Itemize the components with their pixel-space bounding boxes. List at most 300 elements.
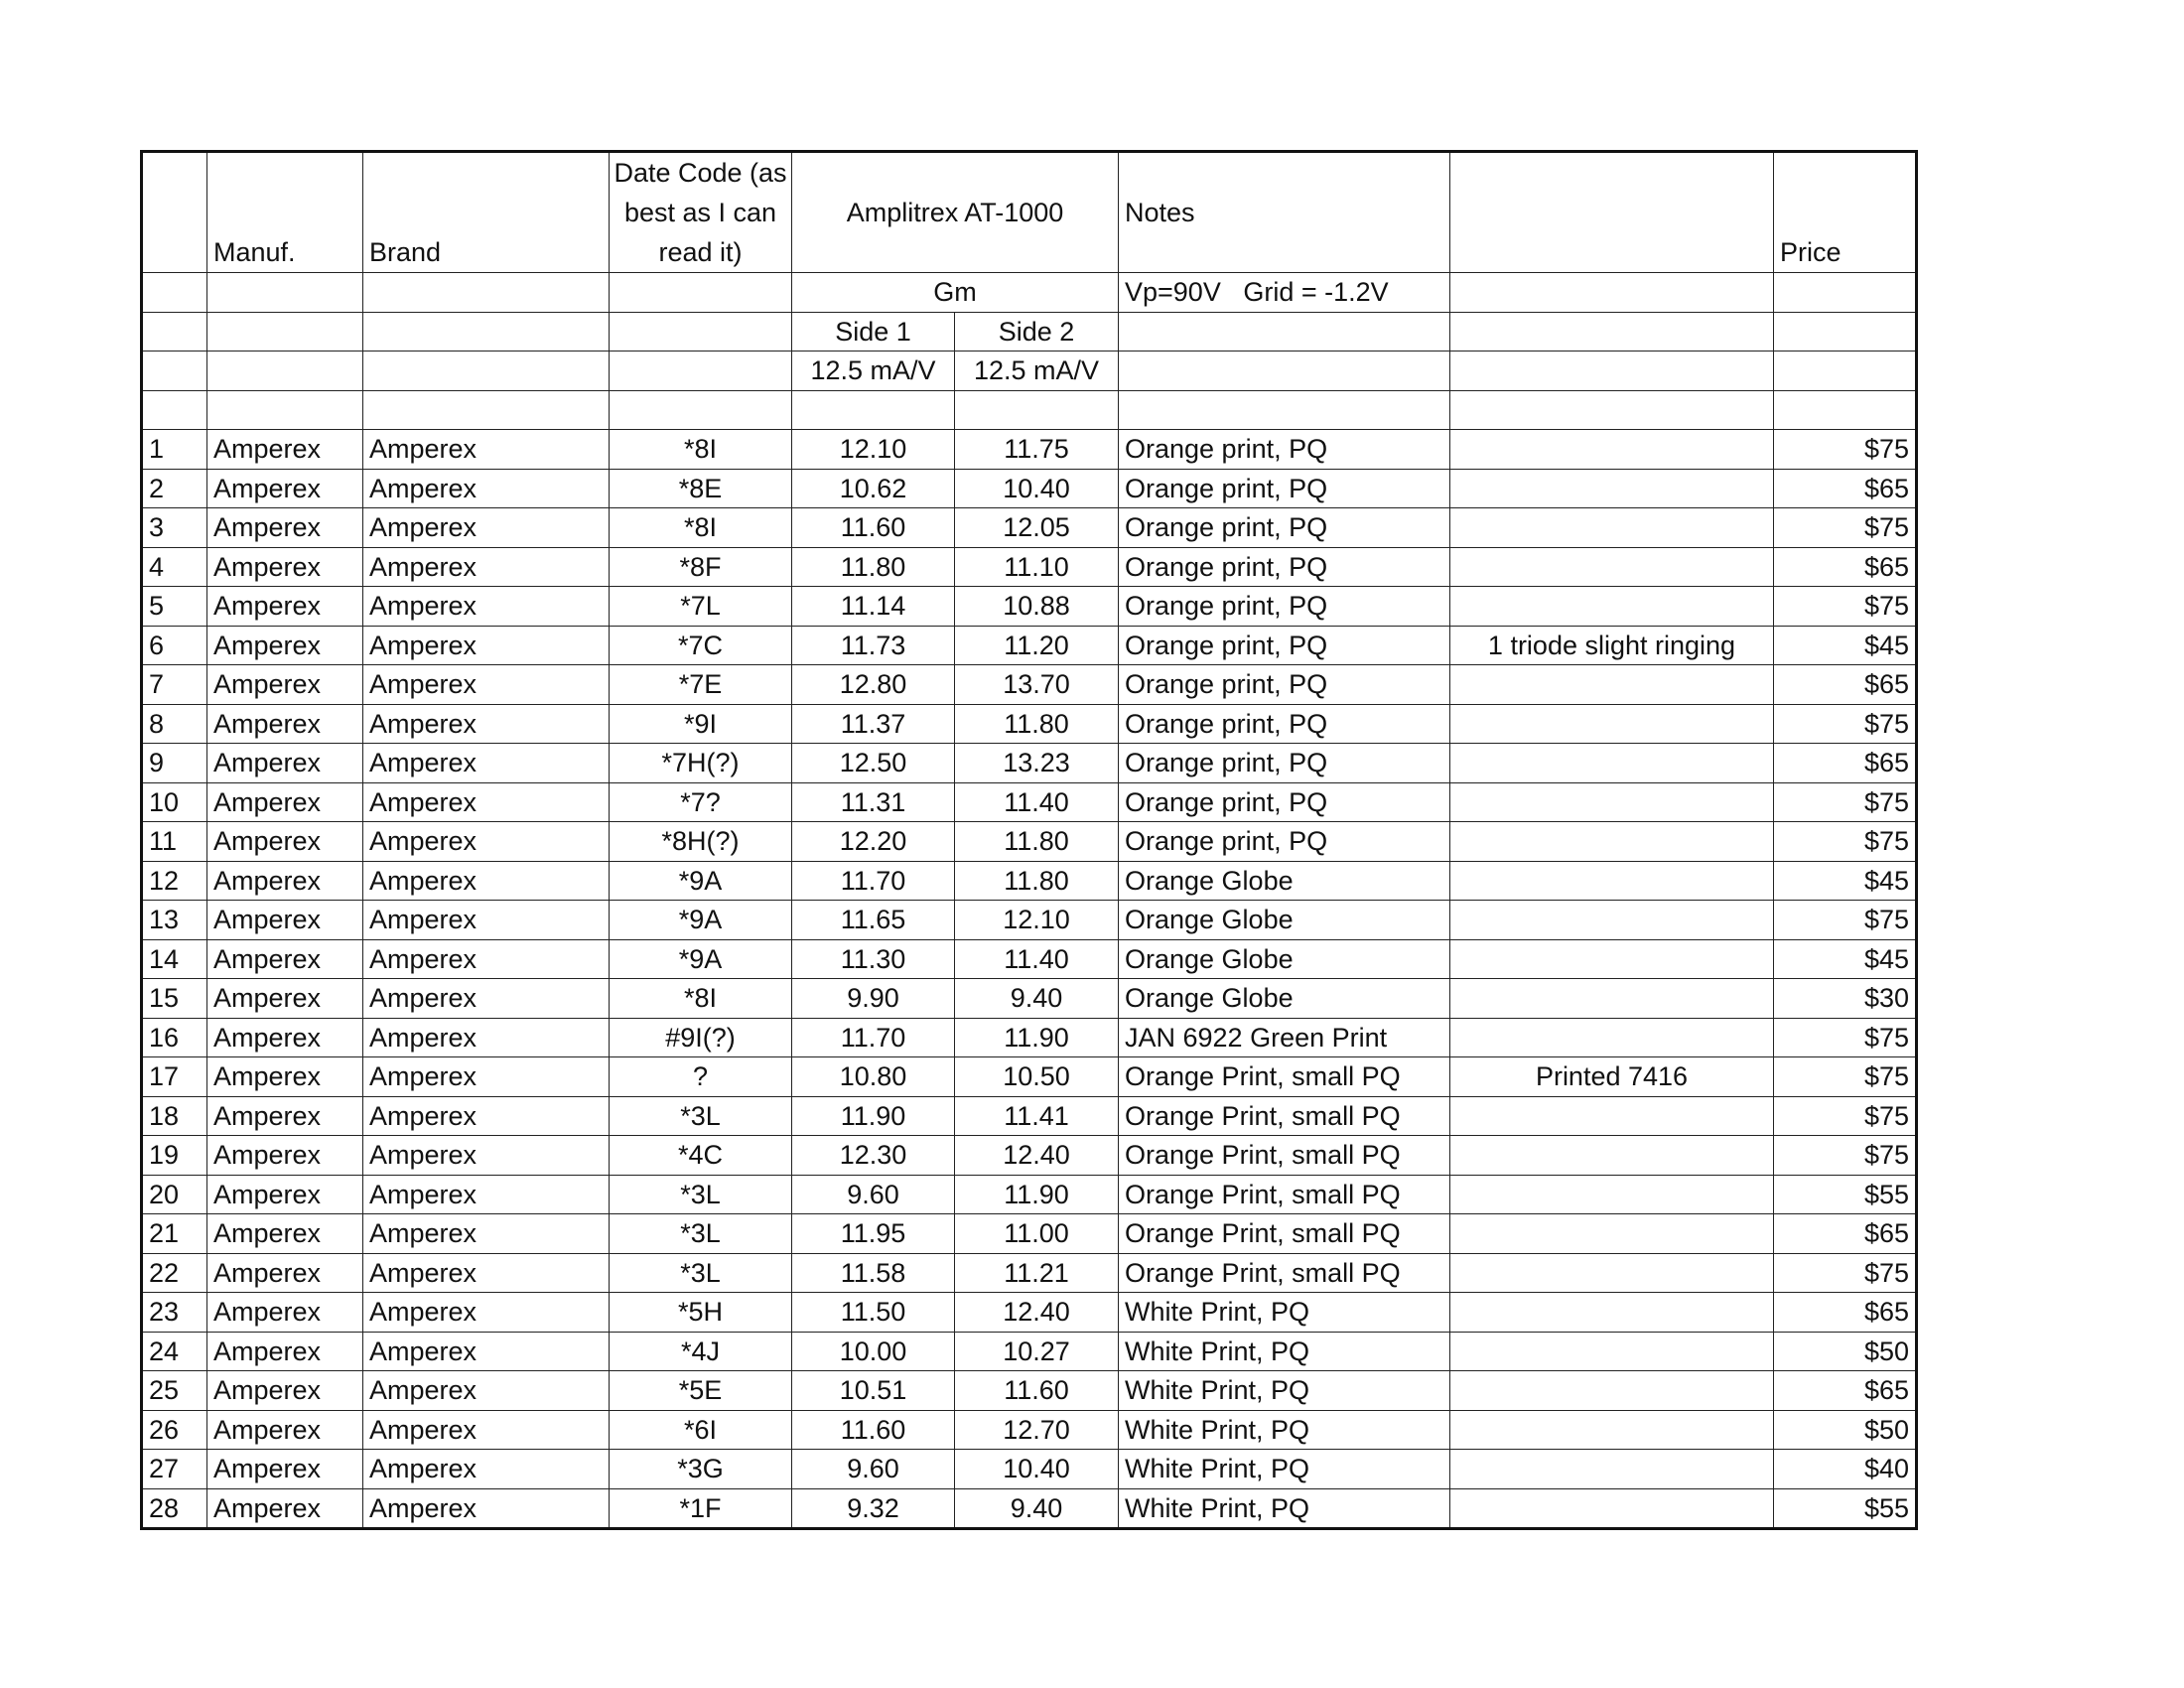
side1-gm-cell: 11.31 (792, 782, 955, 822)
side2-gm-cell: 11.60 (955, 1371, 1119, 1411)
table-row (142, 469, 1917, 508)
notes-cell: Orange print, PQ (1119, 822, 1450, 862)
side1-gm-cell: 12.80 (792, 665, 955, 705)
side1-gm-cell: 11.30 (792, 939, 955, 979)
date-code-cell: *8E (610, 469, 792, 508)
notes-cell: Orange print, PQ (1119, 587, 1450, 627)
manuf-cell: Amperex (207, 1371, 363, 1411)
manuf-cell: Amperex (207, 587, 363, 627)
extra-notes-cell (1450, 1332, 1774, 1371)
side1-gm-cell: 12.30 (792, 1136, 955, 1176)
side2-gm-cell: 12.05 (955, 508, 1119, 548)
header-row (142, 152, 1917, 273)
header-date-code: Date Code (as best as I can read it) (610, 152, 792, 273)
side2-gm-cell: 10.50 (955, 1057, 1119, 1097)
notes-cell: Orange print, PQ (1119, 547, 1450, 587)
brand-cell: Amperex (363, 979, 610, 1019)
subheader-row-gm (142, 273, 1917, 313)
table-row (142, 430, 1917, 470)
brand-cell: Amperex (363, 1488, 610, 1529)
side2-gm-cell: 9.40 (955, 979, 1119, 1019)
notes-cell: Orange Print, small PQ (1119, 1214, 1450, 1254)
extra-notes-cell (1450, 1253, 1774, 1293)
row-num-cell: 3 (142, 508, 207, 548)
side1-gm-cell: 11.95 (792, 1214, 955, 1254)
brand-cell: Amperex (363, 1293, 610, 1333)
brand-cell: Amperex (363, 430, 610, 470)
notes-cell: Orange Print, small PQ (1119, 1175, 1450, 1214)
date-code-cell: *6I (610, 1410, 792, 1450)
extra-notes-cell (1450, 587, 1774, 627)
side2-gm-cell: 13.70 (955, 665, 1119, 705)
table-row (142, 1096, 1917, 1136)
date-code-cell: *3L (610, 1214, 792, 1254)
date-code-cell: *7L (610, 587, 792, 627)
date-code-cell: *7H(?) (610, 744, 792, 783)
side1-gm-cell: 11.70 (792, 1018, 955, 1057)
price-cell: $75 (1774, 1096, 1917, 1136)
date-code-cell: *3L (610, 1175, 792, 1214)
brand-cell: Amperex (363, 665, 610, 705)
table-row (142, 1214, 1917, 1254)
side1-gm-cell: 11.60 (792, 1410, 955, 1450)
side2-gm-cell: 11.90 (955, 1018, 1119, 1057)
manuf-cell: Amperex (207, 626, 363, 665)
price-cell: $75 (1774, 822, 1917, 862)
price-cell: $65 (1774, 547, 1917, 587)
manuf-cell: Amperex (207, 1057, 363, 1097)
side2-gm-cell: 11.10 (955, 547, 1119, 587)
manuf-cell: Amperex (207, 1253, 363, 1293)
side1-gm-cell: 11.60 (792, 508, 955, 548)
notes-cell: Orange Print, small PQ (1119, 1096, 1450, 1136)
table-row (142, 1450, 1917, 1489)
side2-gm-cell: 11.80 (955, 861, 1119, 901)
side1-gm-cell: 11.65 (792, 901, 955, 940)
date-code-cell: *5E (610, 1371, 792, 1411)
date-code-cell: #9I(?) (610, 1018, 792, 1057)
side1-gm-cell: 11.50 (792, 1293, 955, 1333)
price-cell: $55 (1774, 1175, 1917, 1214)
extra-notes-cell: 1 triode slight ringing (1450, 626, 1774, 665)
row-num-cell: 8 (142, 704, 207, 744)
notes-cell: White Print, PQ (1119, 1410, 1450, 1450)
notes-cell: Orange Globe (1119, 861, 1450, 901)
brand-cell: Amperex (363, 1214, 610, 1254)
manuf-cell: Amperex (207, 1018, 363, 1057)
spacer-row (142, 390, 1917, 430)
notes-cell: Orange print, PQ (1119, 704, 1450, 744)
brand-cell: Amperex (363, 861, 610, 901)
manuf-cell: Amperex (207, 901, 363, 940)
table-row (142, 1293, 1917, 1333)
row-num-cell: 11 (142, 822, 207, 862)
price-cell: $40 (1774, 1450, 1917, 1489)
extra-notes-cell (1450, 1293, 1774, 1333)
row-num-cell: 4 (142, 547, 207, 587)
extra-notes-cell (1450, 1410, 1774, 1450)
side1-gm-cell: 9.90 (792, 979, 955, 1019)
manuf-cell: Amperex (207, 939, 363, 979)
subheader-row-spec (142, 352, 1917, 391)
row-num-cell: 12 (142, 861, 207, 901)
extra-notes-cell (1450, 1450, 1774, 1489)
price-cell: $65 (1774, 1371, 1917, 1411)
extra-notes-cell (1450, 744, 1774, 783)
extra-notes-cell (1450, 1096, 1774, 1136)
header-extra-cell (1450, 152, 1774, 273)
row-num-cell: 6 (142, 626, 207, 665)
price-cell: $75 (1774, 901, 1917, 940)
side1-gm-cell: 11.14 (792, 587, 955, 627)
date-code-cell: *8H(?) (610, 822, 792, 862)
row-num-cell: 9 (142, 744, 207, 783)
side2-gm-cell: 11.20 (955, 626, 1119, 665)
header-notes: Notes (1119, 152, 1450, 273)
brand-cell: Amperex (363, 822, 610, 862)
row-num-cell: 21 (142, 1214, 207, 1254)
extra-notes-cell (1450, 1018, 1774, 1057)
notes-cell: White Print, PQ (1119, 1293, 1450, 1333)
header-num-cell (142, 152, 207, 273)
price-cell: $75 (1774, 1057, 1917, 1097)
table-row (142, 1253, 1917, 1293)
price-cell: $50 (1774, 1410, 1917, 1450)
price-cell: $45 (1774, 861, 1917, 901)
extra-notes-cell (1450, 1175, 1774, 1214)
subheader-side1-spec: 12.5 mA/V (792, 352, 955, 391)
price-cell: $75 (1774, 704, 1917, 744)
row-num-cell: 16 (142, 1018, 207, 1057)
brand-cell: Amperex (363, 508, 610, 548)
table-row (142, 704, 1917, 744)
header-tester: Amplitrex AT-1000 (792, 152, 1119, 273)
header-manuf: Manuf. (207, 152, 363, 273)
table-row (142, 861, 1917, 901)
subheader-side2-spec: 12.5 mA/V (955, 352, 1119, 391)
date-code-cell: *3L (610, 1253, 792, 1293)
extra-notes-cell (1450, 704, 1774, 744)
brand-cell: Amperex (363, 1136, 610, 1176)
subheader-conditions: Vp=90V Grid = -1.2V (1119, 273, 1450, 313)
date-code-cell: *8F (610, 547, 792, 587)
subheader-side1: Side 1 (792, 312, 955, 352)
extra-notes-cell (1450, 1136, 1774, 1176)
side2-gm-cell: 11.80 (955, 822, 1119, 862)
table-row (142, 626, 1917, 665)
manuf-cell: Amperex (207, 1488, 363, 1529)
date-code-cell: *7C (610, 626, 792, 665)
side2-gm-cell: 12.40 (955, 1136, 1119, 1176)
brand-cell: Amperex (363, 626, 610, 665)
date-code-cell: ? (610, 1057, 792, 1097)
table-row (142, 979, 1917, 1019)
side1-gm-cell: 12.20 (792, 822, 955, 862)
row-num-cell: 7 (142, 665, 207, 705)
extra-notes-cell (1450, 547, 1774, 587)
manuf-cell: Amperex (207, 1450, 363, 1489)
side2-gm-cell: 11.90 (955, 1175, 1119, 1214)
manuf-cell: Amperex (207, 861, 363, 901)
side1-gm-cell: 11.80 (792, 547, 955, 587)
notes-cell: JAN 6922 Green Print (1119, 1018, 1450, 1057)
extra-notes-cell (1450, 508, 1774, 548)
notes-cell: Orange print, PQ (1119, 782, 1450, 822)
extra-notes-cell (1450, 979, 1774, 1019)
manuf-cell: Amperex (207, 1332, 363, 1371)
brand-cell: Amperex (363, 939, 610, 979)
manuf-cell: Amperex (207, 704, 363, 744)
extra-notes-cell (1450, 469, 1774, 508)
side2-gm-cell: 11.00 (955, 1214, 1119, 1254)
date-code-cell: *4J (610, 1332, 792, 1371)
header-price: Price (1774, 152, 1917, 273)
manuf-cell: Amperex (207, 979, 363, 1019)
side2-gm-cell: 10.40 (955, 469, 1119, 508)
table-row (142, 547, 1917, 587)
brand-cell: Amperex (363, 1096, 610, 1136)
side2-gm-cell: 11.41 (955, 1096, 1119, 1136)
table-row (142, 939, 1917, 979)
side2-gm-cell: 10.40 (955, 1450, 1119, 1489)
side1-gm-cell: 12.50 (792, 744, 955, 783)
notes-cell: Orange Globe (1119, 939, 1450, 979)
side2-gm-cell: 11.75 (955, 430, 1119, 470)
row-num-cell: 19 (142, 1136, 207, 1176)
date-code-cell: *9A (610, 939, 792, 979)
manuf-cell: Amperex (207, 1175, 363, 1214)
side2-gm-cell: 10.88 (955, 587, 1119, 627)
price-cell: $75 (1774, 430, 1917, 470)
date-code-cell: *4C (610, 1136, 792, 1176)
row-num-cell: 23 (142, 1293, 207, 1333)
brand-cell: Amperex (363, 469, 610, 508)
notes-cell: Orange print, PQ (1119, 430, 1450, 470)
extra-notes-cell (1450, 822, 1774, 862)
price-cell: $75 (1774, 1253, 1917, 1293)
subheader-side2: Side 2 (955, 312, 1119, 352)
side1-gm-cell: 11.70 (792, 861, 955, 901)
side1-gm-cell: 9.32 (792, 1488, 955, 1529)
row-num-cell: 24 (142, 1332, 207, 1371)
side1-gm-cell: 9.60 (792, 1175, 955, 1214)
row-num-cell: 28 (142, 1488, 207, 1529)
brand-cell: Amperex (363, 1018, 610, 1057)
brand-cell: Amperex (363, 1057, 610, 1097)
notes-cell: Orange print, PQ (1119, 744, 1450, 783)
brand-cell: Amperex (363, 704, 610, 744)
notes-cell: White Print, PQ (1119, 1488, 1450, 1529)
side2-gm-cell: 13.23 (955, 744, 1119, 783)
row-num-cell: 18 (142, 1096, 207, 1136)
subheader-row-sides (142, 312, 1917, 352)
price-cell: $50 (1774, 1332, 1917, 1371)
manuf-cell: Amperex (207, 822, 363, 862)
table-row (142, 1332, 1917, 1371)
table-row (142, 587, 1917, 627)
extra-notes-cell (1450, 665, 1774, 705)
brand-cell: Amperex (363, 587, 610, 627)
table-row (142, 1371, 1917, 1411)
tube-inventory-table (140, 150, 1918, 1530)
side1-gm-cell: 11.58 (792, 1253, 955, 1293)
notes-cell: White Print, PQ (1119, 1450, 1450, 1489)
date-code-cell: *9I (610, 704, 792, 744)
table-row (142, 665, 1917, 705)
price-cell: $75 (1774, 508, 1917, 548)
date-code-cell: *1F (610, 1488, 792, 1529)
price-cell: $75 (1774, 1018, 1917, 1057)
side2-gm-cell: 11.40 (955, 939, 1119, 979)
extra-notes-cell (1450, 1214, 1774, 1254)
table-row (142, 1057, 1917, 1097)
table-row (142, 1175, 1917, 1214)
price-cell: $75 (1774, 782, 1917, 822)
date-code-cell: *9A (610, 861, 792, 901)
side1-gm-cell: 11.90 (792, 1096, 955, 1136)
table-row (142, 1488, 1917, 1529)
date-code-cell: *7E (610, 665, 792, 705)
extra-notes-cell (1450, 861, 1774, 901)
row-num-cell: 26 (142, 1410, 207, 1450)
brand-cell: Amperex (363, 1371, 610, 1411)
side1-gm-cell: 11.37 (792, 704, 955, 744)
table-row (142, 901, 1917, 940)
brand-cell: Amperex (363, 1450, 610, 1489)
row-num-cell: 17 (142, 1057, 207, 1097)
price-cell: $65 (1774, 1293, 1917, 1333)
extra-notes-cell (1450, 430, 1774, 470)
side1-gm-cell: 10.62 (792, 469, 955, 508)
side1-gm-cell: 9.60 (792, 1450, 955, 1489)
extra-notes-cell: Printed 7416 (1450, 1057, 1774, 1097)
row-num-cell: 5 (142, 587, 207, 627)
side1-gm-cell: 12.10 (792, 430, 955, 470)
row-num-cell: 10 (142, 782, 207, 822)
table-row (142, 1410, 1917, 1450)
side2-gm-cell: 11.40 (955, 782, 1119, 822)
extra-notes-cell (1450, 1488, 1774, 1529)
notes-cell: Orange print, PQ (1119, 665, 1450, 705)
notes-cell: Orange Globe (1119, 979, 1450, 1019)
table-row (142, 822, 1917, 862)
brand-cell: Amperex (363, 1253, 610, 1293)
price-cell: $75 (1774, 587, 1917, 627)
table-row (142, 782, 1917, 822)
manuf-cell: Amperex (207, 1410, 363, 1450)
notes-cell: White Print, PQ (1119, 1371, 1450, 1411)
notes-cell: White Print, PQ (1119, 1332, 1450, 1371)
brand-cell: Amperex (363, 744, 610, 783)
manuf-cell: Amperex (207, 1293, 363, 1333)
price-cell: $30 (1774, 979, 1917, 1019)
row-num-cell: 13 (142, 901, 207, 940)
date-code-cell: *8I (610, 430, 792, 470)
notes-cell: Orange Print, small PQ (1119, 1136, 1450, 1176)
brand-cell: Amperex (363, 901, 610, 940)
row-num-cell: 27 (142, 1450, 207, 1489)
row-num-cell: 22 (142, 1253, 207, 1293)
side1-gm-cell: 11.73 (792, 626, 955, 665)
table-row (142, 508, 1917, 548)
extra-notes-cell (1450, 782, 1774, 822)
notes-cell: Orange print, PQ (1119, 508, 1450, 548)
subheader-gm: Gm (792, 273, 1119, 313)
row-num-cell: 1 (142, 430, 207, 470)
header-brand: Brand (363, 152, 610, 273)
side1-gm-cell: 10.80 (792, 1057, 955, 1097)
brand-cell: Amperex (363, 1410, 610, 1450)
side2-gm-cell: 9.40 (955, 1488, 1119, 1529)
table-row (142, 744, 1917, 783)
price-cell: $45 (1774, 626, 1917, 665)
date-code-cell: *5H (610, 1293, 792, 1333)
manuf-cell: Amperex (207, 665, 363, 705)
extra-notes-cell (1450, 901, 1774, 940)
manuf-cell: Amperex (207, 508, 363, 548)
side2-gm-cell: 11.21 (955, 1253, 1119, 1293)
table-row (142, 1136, 1917, 1176)
notes-cell: Orange Print, small PQ (1119, 1253, 1450, 1293)
notes-cell: Orange Globe (1119, 901, 1450, 940)
manuf-cell: Amperex (207, 1136, 363, 1176)
extra-notes-cell (1450, 939, 1774, 979)
manuf-cell: Amperex (207, 547, 363, 587)
row-num-cell: 20 (142, 1175, 207, 1214)
row-num-cell: 15 (142, 979, 207, 1019)
row-num-cell: 14 (142, 939, 207, 979)
manuf-cell: Amperex (207, 1096, 363, 1136)
price-cell: $55 (1774, 1488, 1917, 1529)
date-code-cell: *3G (610, 1450, 792, 1489)
row-num-cell: 2 (142, 469, 207, 508)
extra-notes-cell (1450, 1371, 1774, 1411)
manuf-cell: Amperex (207, 469, 363, 508)
manuf-cell: Amperex (207, 744, 363, 783)
date-code-cell: *8I (610, 508, 792, 548)
brand-cell: Amperex (363, 547, 610, 587)
row-num-cell: 25 (142, 1371, 207, 1411)
price-cell: $65 (1774, 665, 1917, 705)
price-cell: $65 (1774, 1214, 1917, 1254)
manuf-cell: Amperex (207, 1214, 363, 1254)
date-code-cell: *8I (610, 979, 792, 1019)
side2-gm-cell: 12.40 (955, 1293, 1119, 1333)
price-cell: $75 (1774, 1136, 1917, 1176)
notes-cell: Orange print, PQ (1119, 469, 1450, 508)
date-code-cell: *3L (610, 1096, 792, 1136)
side2-gm-cell: 12.70 (955, 1410, 1119, 1450)
notes-cell: Orange print, PQ (1119, 626, 1450, 665)
notes-cell: Orange Print, small PQ (1119, 1057, 1450, 1097)
brand-cell: Amperex (363, 782, 610, 822)
brand-cell: Amperex (363, 1175, 610, 1214)
side2-gm-cell: 11.80 (955, 704, 1119, 744)
price-cell: $65 (1774, 469, 1917, 508)
brand-cell: Amperex (363, 1332, 610, 1371)
price-cell: $65 (1774, 744, 1917, 783)
price-cell: $45 (1774, 939, 1917, 979)
side1-gm-cell: 10.00 (792, 1332, 955, 1371)
date-code-cell: *7? (610, 782, 792, 822)
side1-gm-cell: 10.51 (792, 1371, 955, 1411)
table-row (142, 1018, 1917, 1057)
manuf-cell: Amperex (207, 782, 363, 822)
manuf-cell: Amperex (207, 430, 363, 470)
side2-gm-cell: 12.10 (955, 901, 1119, 940)
side2-gm-cell: 10.27 (955, 1332, 1119, 1371)
date-code-cell: *9A (610, 901, 792, 940)
